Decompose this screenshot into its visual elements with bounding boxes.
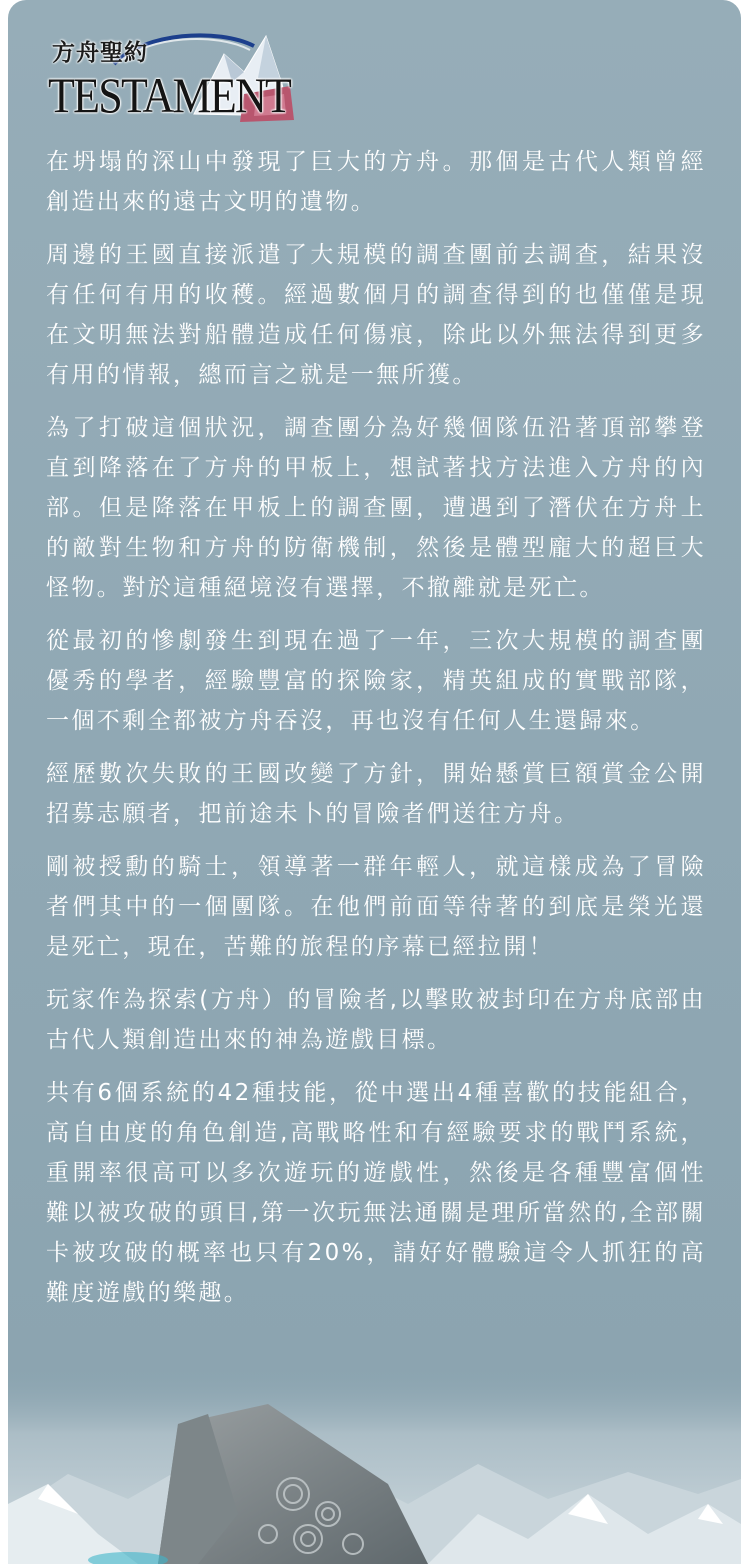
game-logo	[44, 24, 294, 126]
mountain-ark-illustration	[8, 1364, 741, 1564]
paragraph-features: 共有6個系統的42種技能，從中選出4種喜歡的技能組合，高自由度的角色創造,高戰略性和有經驗要求的戰鬥系統，重開率很高可以多次遊玩的遊戲性，然後是各種豐富個性難以被攻破的頭目,第一次玩無法通關是理所當然的,全部關卡被攻破的概率也只有20%，請好好體驗這令人抓狂的高難度遊戲的樂趣。	[46, 1080, 707, 1306]
paragraph-one-year-later: 從最初的慘劇發生到現在過了一年，三次大規模的調查團優秀的學者，經驗豐富的探險家，精英組成的實戰部隊，一個不剩全都被方舟吞沒，再也沒有任何人生還歸來。	[46, 628, 706, 734]
paragraph-recruitment: 經歷數次失敗的王國改變了方針，開始懸賞巨額賞金公開招募志願者，把前途未卜的冒險者們送往方舟。	[46, 761, 706, 827]
paragraph-knight: 剛被授勳的騎士，領導著一群年輕人，就這樣成為了冒險者們其中的一個團隊。在他們前面等待著的到底是榮光還是死亡，現在，苦難的旅程的序幕已經拉開！	[46, 854, 706, 960]
paragraph-first-investigation: 周邊的王國直接派遣了大規模的調查團前去調查，結果沒有任何有用的收穫。經過數個月的調查得到的也僅僅是現在文明無法對船體造成任何傷痕，除此以外無法得到更多有用的情報，總而言之就是一無所獲。	[46, 242, 706, 388]
paragraph-deck-landing: 為了打破這個狀況，調查團分為好幾個隊伍沿著頂部攀登直到降落在了方舟的甲板上，想試著找方法進入方舟的內部。但是降落在甲板上的調查團，遭遇到了潛伏在方舟上的敵對生物和方舟的防衛機制，然後是體型龐大的超巨大怪物。對於這種絕境沒有選擇，不撤離就是死亡。	[46, 415, 706, 601]
logo-subtitle: 方舟聖約	[52, 39, 148, 66]
paragraph-discovery: 在坍塌的深山中發現了巨大的方舟。那個是古代人類曾經創造出來的遠古文明的遺物。	[46, 149, 706, 215]
paragraph-game-goal: 玩家作為探索(方舟）的冒險者,以擊敗被封印在方舟底部由古代人類創造出來的神為遊戲目標。	[46, 987, 706, 1053]
description-panel	[8, 0, 741, 1564]
logo-title: TESTAMENT	[48, 67, 291, 123]
story-text	[46, 142, 706, 1326]
